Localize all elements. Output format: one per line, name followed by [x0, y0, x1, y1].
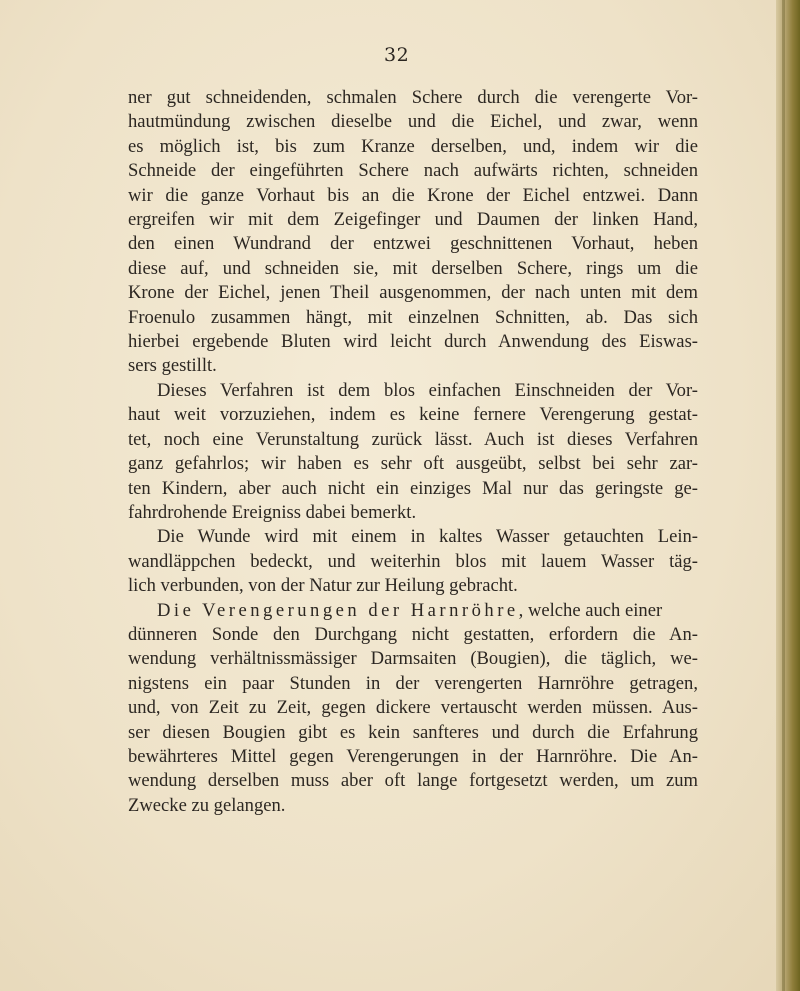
- text-line: fahrdrohende Ereigniss dabei bemerkt.: [128, 501, 417, 523]
- text-line: hautmündung zwischen dieselbe und die Eichel, und zwar, wenn: [128, 111, 698, 133]
- text-line: ner gut schneidenden, schmalen Schere durch die verengerte Vor-: [128, 87, 698, 108]
- text-line: den einen Wundrand der entzwei geschnittenen Vorhaut, heben: [128, 233, 698, 255]
- text-line: Krone der Eichel, jenen Theil ausgenommen, der nach unten mit dem: [128, 282, 698, 304]
- text-line: Zwecke zu gelangen.: [128, 794, 286, 816]
- text-line: Schneide der eingeführten Schere nach aufwärts richten, schneiden: [128, 160, 698, 182]
- text-line: dünneren Sonde den Durchgang nicht gestatten, erfordern die An-: [128, 623, 698, 645]
- text-line: und, von Zeit zu Zeit, gegen dickere vertauscht werden müssen. Aus-: [128, 697, 698, 719]
- text-line: [128, 599, 698, 623]
- text-line: sers gestillt.: [128, 355, 217, 377]
- text-line: haut weit vorzuziehen, indem es keine fernere Verengerung gestat-: [128, 404, 698, 426]
- text-line: wendung derselben muss aber oft lange fortgesetzt werden, um zum: [128, 770, 698, 792]
- spaced-heading-text: Die Verengerungen der Harnröhre: [157, 599, 519, 621]
- text-line: diese auf, und schneiden sie, mit derselben Schere, rings um die: [128, 257, 698, 279]
- text-line: tet, noch eine Verunstaltung zurück lässt. Auch ist dieses Verfahren: [128, 428, 698, 450]
- text-line: wendung verhältnissmässiger Darmsaiten (Bougien), die täglich, we-: [128, 648, 698, 670]
- text-line: ten Kindern, aber auch nicht ein einziges Mal nur das geringste ge-: [128, 477, 698, 499]
- text-line: wandläppchen bedeckt, und weiterhin blos mit lauem Wasser täg-: [128, 550, 698, 572]
- text-line: ergreifen wir mit dem Zeigefinger und Daumen der linken Hand,: [128, 209, 698, 231]
- book-spine-edge: [776, 0, 800, 991]
- text-line: ser diesen Bougien gibt es kein sanfteres und durch die Erfahrung: [128, 721, 698, 743]
- text-line: es möglich ist, bis zum Kranze derselben, und, indem wir die: [128, 135, 698, 157]
- text-line: Die Wunde wird mit einem in kaltes Wasser getauchten Lein-: [157, 526, 698, 548]
- text-line: bewährteres Mittel gegen Verengerungen in der Harnröhre. Die An-: [128, 745, 698, 767]
- page-number: 32: [384, 44, 410, 66]
- text-line: Froenulo zusammen hängt, mit einzelnen Schnitten, ab. Das sich: [128, 306, 698, 328]
- text-line: lich verbunden, von der Natur zur Heilung gebracht.: [128, 575, 518, 597]
- text-line-rest: , welche auch einer: [518, 599, 663, 621]
- text-line: ganz gefahrlos; wir haben es sehr oft ausgeübt, selbst bei sehr zar-: [128, 453, 698, 475]
- text-line: nigstens ein paar Stunden in der verengerten Harnröhre getragen,: [128, 672, 698, 694]
- text-line: Dieses Verfahren ist dem blos einfachen Einschneiden der Vor-: [157, 379, 698, 401]
- text-line: wir die ganze Vorhaut bis an die Krone der Eichel entzwei. Dann: [128, 184, 698, 206]
- text-line: hierbei ergebende Bluten wird leicht durch Anwendung des Eiswas-: [128, 331, 698, 353]
- body-text: [128, 86, 698, 818]
